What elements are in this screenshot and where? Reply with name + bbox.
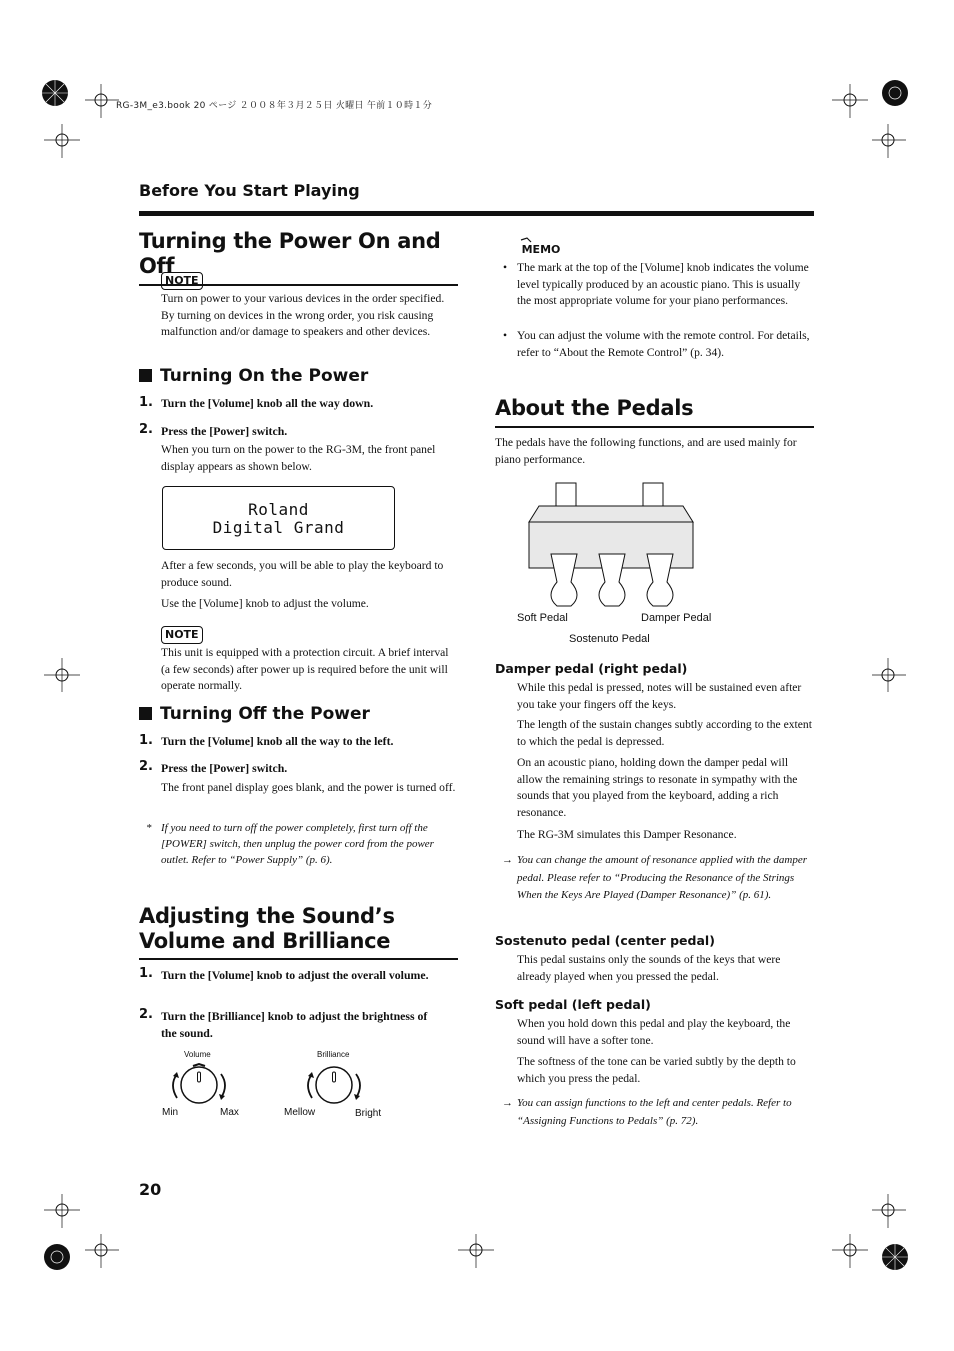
header-rule (139, 211, 814, 216)
asterisk: * (146, 822, 152, 834)
crosshair-icon (44, 658, 80, 694)
pedal-unit-illustration (527, 482, 695, 610)
italic-note: You can change the amount of resonance applied with the damper pedal. Please refer to “Producing the Resonance of the Strings When the Keys Are Played (Damper Resonance)” (p. 61). (517, 854, 808, 901)
note-badge: NOTE (161, 623, 203, 644)
turning-on-heading (139, 366, 368, 386)
damper-pedal-label: Damper Pedal (641, 612, 712, 624)
step-text: Turn the [Volume] knob to adjust the overall volume. (161, 968, 429, 982)
bullet: • (503, 261, 508, 274)
volume-section (139, 904, 458, 960)
min-label: Min (162, 1107, 179, 1118)
crosshair-icon (832, 84, 868, 120)
sostenuto-heading: Sostenuto pedal (center pedal) (495, 933, 715, 948)
arrow-icon: → (502, 1097, 513, 1109)
paragraph: When you hold down this pedal and play the keyboard, the sound will have a softer tone. (517, 1017, 791, 1047)
paragraph: After a few seconds, you will be able to play the keyboard to produce sound. (161, 559, 444, 589)
paragraph: While this pedal is pressed, notes will be sustained even after you take your fingers off the keys. (517, 681, 802, 711)
soft-heading: Soft pedal (left pedal) (495, 997, 651, 1012)
brilliance-knob-label: Brilliance (317, 1050, 350, 1059)
soft-pedal-label: Soft Pedal (517, 612, 568, 624)
registration-mark-icon (878, 78, 918, 118)
volume-knob-label: Volume (184, 1050, 211, 1059)
registration-mark-icon (876, 1238, 916, 1278)
crosshair-icon (872, 658, 908, 694)
bright-label: Bright (355, 1108, 382, 1119)
paragraph: This pedal sustains only the sounds of the keys that were already played when you pressed the pedal. (517, 953, 781, 983)
pedals-intro: The pedals have the following functions, and are used mainly for piano performance. (495, 436, 797, 466)
square-bullet-icon (139, 707, 152, 720)
crosshair-icon (832, 1232, 868, 1268)
max-label: Max (220, 1107, 239, 1118)
pedals-title: About the Pedals (495, 396, 694, 420)
brilliance-knob-icon (298, 1058, 370, 1110)
paragraph: Use the [Volume] knob to adjust the volume. (161, 597, 369, 610)
damper-heading: Damper pedal (right pedal) (495, 661, 688, 676)
note-text: Turn on power to your various devices in the order specified. By turning on devices in the wrong order, you risk causing malfunction and/or damage to speakers and other devices. (161, 292, 445, 338)
file-info: RG-3M_e3.book 20 ページ ２００８年３月２５日 火曜日 午前１０時１分 (116, 101, 433, 111)
paragraph: On an acoustic piano, holding down the damper pedal will allow the remaining strings to resonate in sympathy with the sounds that you played from the keyboard, adding a rich resonance. (517, 756, 798, 819)
memo-item: The mark at the top of the [Volume] knob indicates the volume level typically produced by an acoustic piano. This is usually the most appropriate volume for your piano performances. (517, 261, 809, 307)
turning-off-title: Turning Off the Power (160, 704, 370, 724)
memo-icon (517, 236, 565, 262)
turning-off-heading (139, 704, 370, 724)
step-number: 2. (139, 422, 153, 437)
crosshair-icon (85, 1232, 121, 1268)
step-text: Turn the [Volume] knob all the way to the left. (161, 734, 394, 748)
section-label: Before You Start Playing (139, 181, 360, 200)
sostenuto-pedal-label: Sostenuto Pedal (569, 633, 650, 645)
step-number: 1. (139, 733, 153, 748)
volume-knob-icon (163, 1058, 235, 1110)
arrow-icon: → (502, 854, 513, 866)
crosshair-icon (44, 124, 80, 160)
step-number: 2. (139, 759, 153, 774)
mellow-label: Mellow (284, 1107, 316, 1118)
note-text: This unit is equipped with a protection circuit. A brief interval (a few seconds) after power up is required before the unit will operate normally. (161, 646, 449, 692)
title-rule (495, 426, 814, 428)
paragraph: The softness of the tone can be varied subtly by the depth to which you press the pedal. (517, 1055, 796, 1085)
italic-note: You can assign functions to the left and center pedals. Refer to “Assigning Functions to Pedals” (p. 72). (517, 1097, 792, 1127)
step-number: 1. (139, 395, 153, 410)
note-badge: NOTE (161, 269, 203, 290)
memo-label: MEMO (521, 243, 561, 256)
step-description: When you turn on the power to the RG-3M, the front panel display appears as shown below. (161, 443, 436, 473)
page-number: 20 (139, 1180, 162, 1199)
square-bullet-icon (139, 369, 152, 382)
volume-title: Adjusting the Sound’s Volume and Brilliance (139, 904, 395, 953)
lcd-line-2: Digital Grand (212, 518, 345, 537)
crosshair-icon (872, 124, 908, 160)
step-text: Turn the [Brilliance] knob to adjust the brightness of the sound. (161, 1009, 428, 1040)
memo-item: You can adjust the volume with the remote control. For details, refer to “About the Remote Control” (p. 34). (517, 329, 810, 359)
bullet: • (503, 329, 508, 342)
crosshair-icon (458, 1232, 494, 1268)
title-rule (139, 958, 458, 960)
step-number: 1. (139, 966, 153, 981)
lcd-display (162, 486, 395, 550)
italic-note: If you need to turn off the power completely, first turn off the [POWER] switch, then unplug the power cord from the power outlet. Refer to “Power Supply” (p. 6). (161, 822, 434, 866)
power-title: Turning the Power On and Off (139, 229, 441, 278)
registration-mark-icon (40, 1238, 80, 1278)
paragraph: The RG-3M simulates this Damper Resonance. (517, 828, 737, 841)
registration-mark-icon (40, 78, 80, 118)
crosshair-icon (44, 1192, 80, 1228)
paragraph: The length of the sustain changes subtly according to the extent to which the pedal is depressed. (517, 718, 812, 748)
step-text: Turn the [Volume] knob all the way down. (161, 396, 374, 410)
step-text: Press the [Power] switch. (161, 424, 288, 438)
step-number: 2. (139, 1007, 153, 1022)
lcd-line-1: Roland (248, 500, 309, 519)
step-description: The front panel display goes blank, and the power is turned off. (161, 781, 456, 794)
step-text: Press the [Power] switch. (161, 761, 288, 775)
turning-on-title: Turning On the Power (160, 366, 369, 386)
crosshair-icon (872, 1192, 908, 1228)
pedals-section (495, 396, 814, 428)
